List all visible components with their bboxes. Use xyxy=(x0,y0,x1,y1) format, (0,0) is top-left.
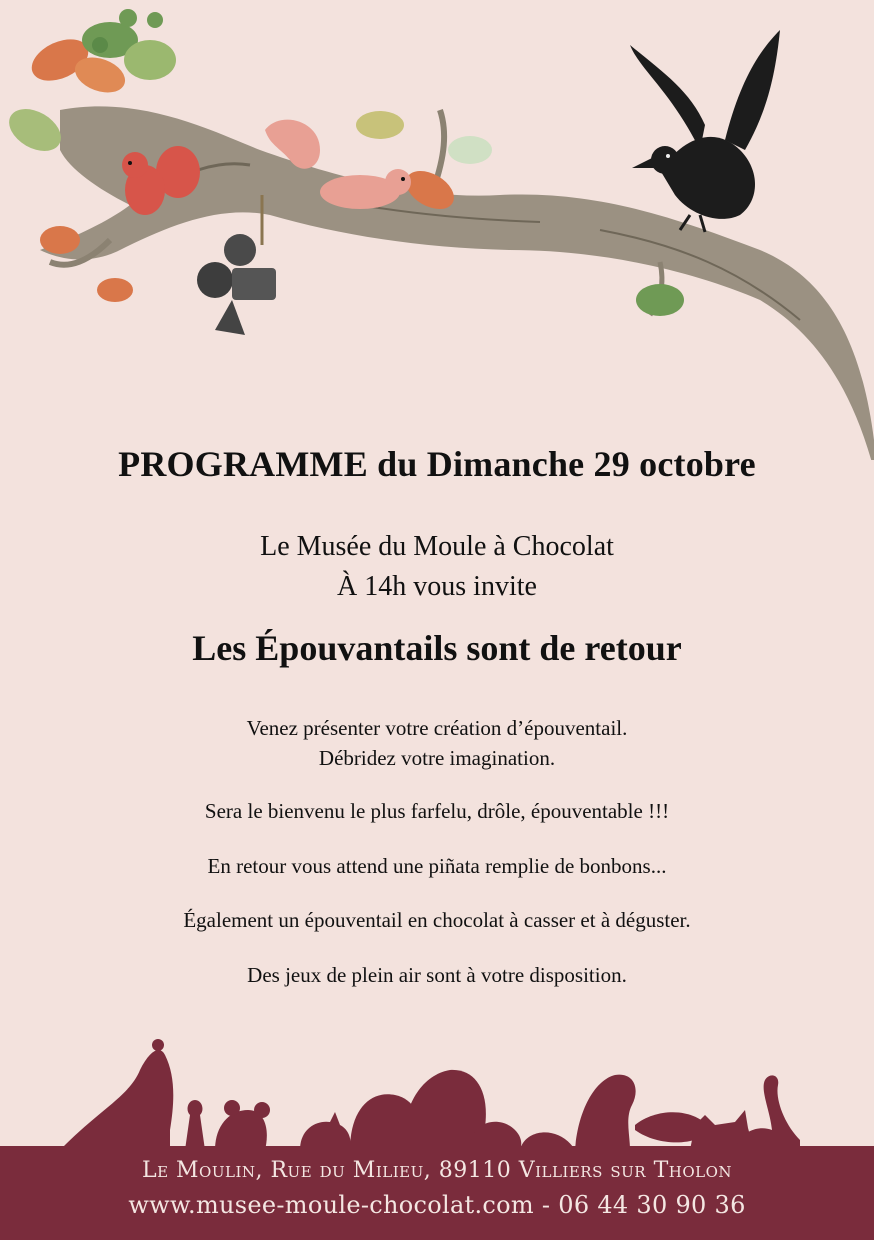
page-title: PROGRAMME du Dimanche 29 octobre xyxy=(118,444,756,484)
invitation-line-museum: Le Musée du Moule à Chocolat xyxy=(260,531,614,562)
details-paragraph-1 xyxy=(0,713,874,773)
figure-silhouette-icon xyxy=(185,1100,205,1150)
chocolate-mould-silhouettes xyxy=(0,1030,874,1150)
details-paragraph-2: Sera le bienvenu le plus farfelu, drôle, épouventable !!! xyxy=(204,799,670,823)
hen-silhouette-icon xyxy=(60,1050,173,1150)
details-paragraph-5: Des jeux de plein air sont à votre disposition. xyxy=(247,963,627,987)
details-paragraph-4: Également un épouventail en chocolat à casser et à déguster. xyxy=(183,908,691,932)
dog-silhouette-icon xyxy=(575,1075,636,1150)
cat-silhouette-icon xyxy=(300,1112,351,1150)
details-line: Venez présenter votre création d’épouventail. xyxy=(246,716,628,740)
footer-address: Le Moulin, Rue du Milieu, 89110 Villiers sur Tholon xyxy=(141,1158,733,1183)
crow-icon xyxy=(630,30,780,232)
footer-website-phone: www.musee-moule-chocolat.com - 06 44 30 90 36 xyxy=(128,1191,746,1219)
invitation-block xyxy=(0,527,874,607)
footer-band xyxy=(0,1146,874,1240)
event-headline: Les Épouvantails sont de retour xyxy=(192,628,682,668)
invitation-line-time: À 14h vous invite xyxy=(337,571,537,602)
details-line: Débridez votre imagination. xyxy=(318,746,556,770)
tree-branch-illustration xyxy=(0,0,874,460)
details-paragraph-3: En retour vous attend une piñata remplie de bonbons... xyxy=(207,854,667,878)
